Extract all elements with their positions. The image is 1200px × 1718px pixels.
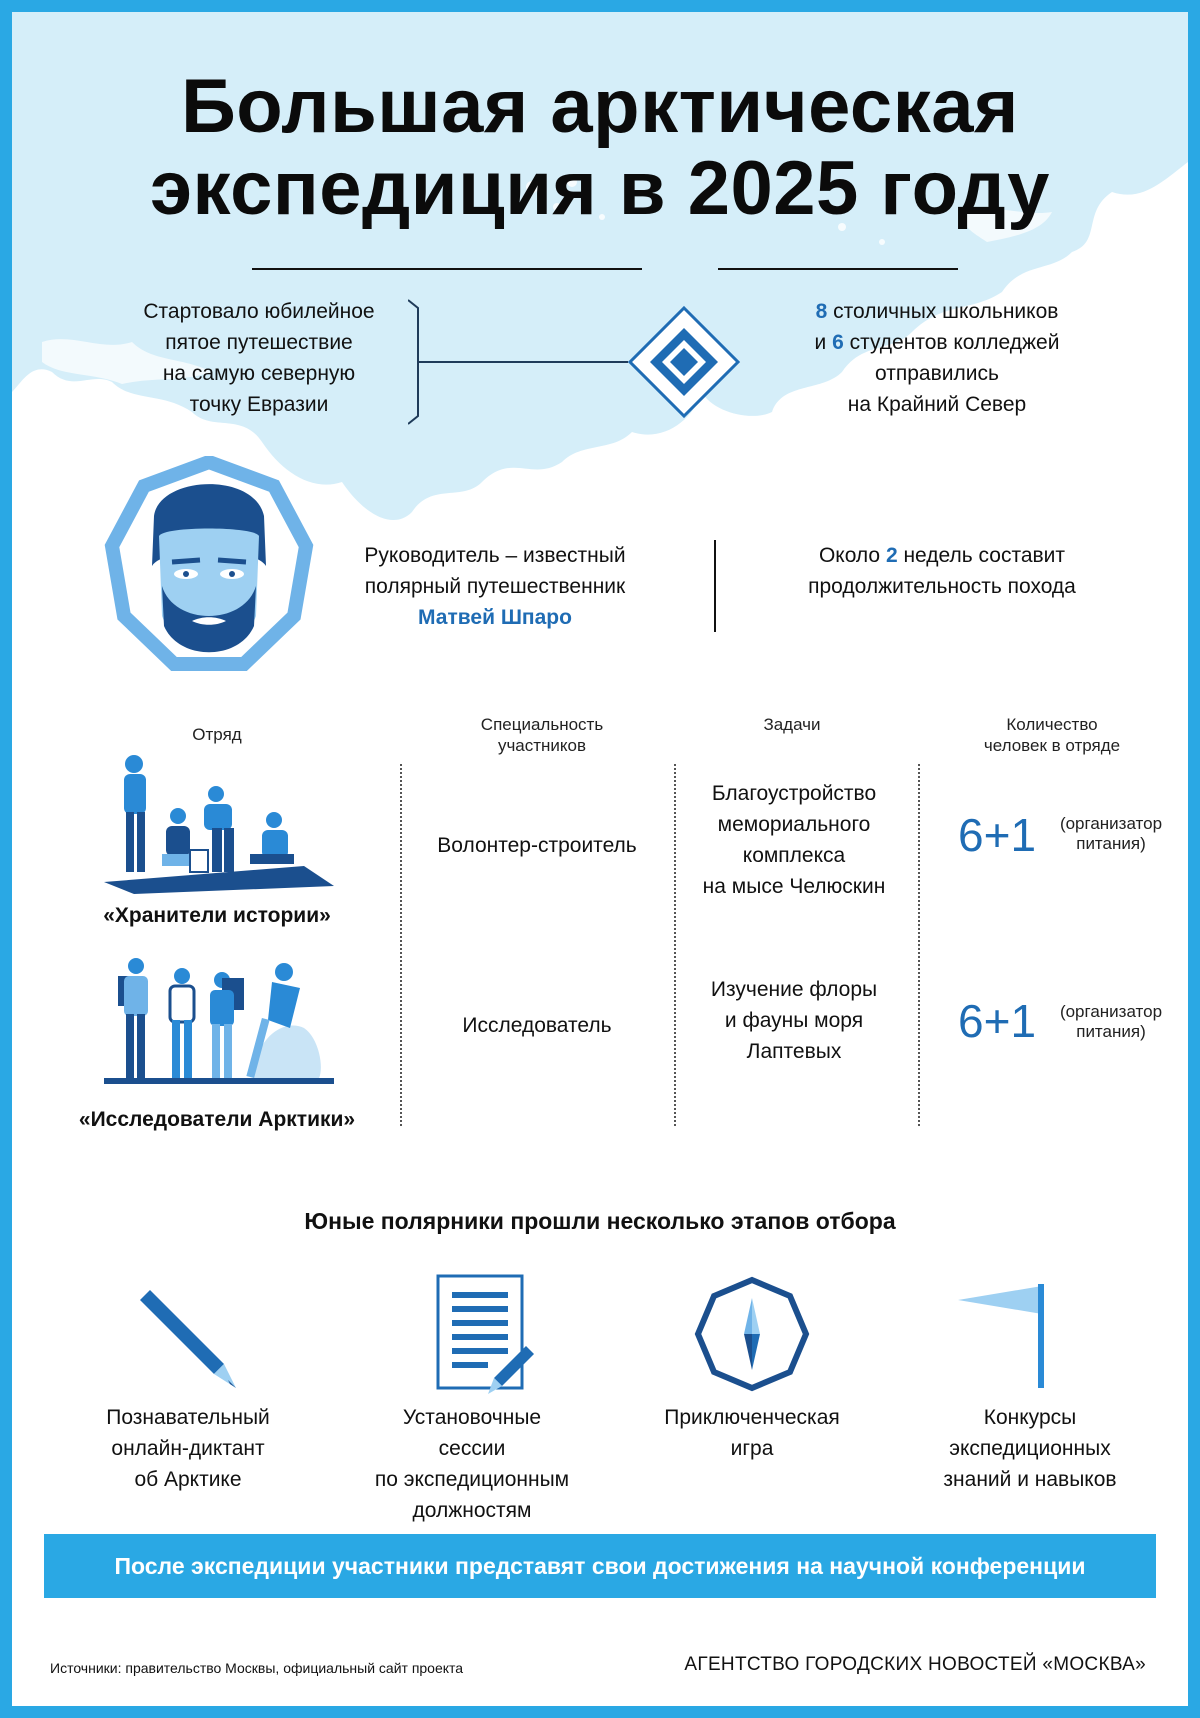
count-note-line: питания) — [1076, 1022, 1146, 1041]
title-line-1: Большая арктическая — [181, 64, 1019, 149]
specialty-volunteer-builder: Волонтер-строитель — [437, 834, 637, 857]
count-note-line: (организатор — [1059, 1002, 1163, 1021]
stage-line: Конкурсы — [983, 1406, 1077, 1429]
count-arctic-explorers: 6+1 — [958, 995, 1037, 1047]
stage-line: экспедиционных — [949, 1437, 1111, 1460]
task-line: и фауны моря — [724, 1009, 864, 1032]
duration-line-2: продолжительность похода — [808, 575, 1076, 598]
header-count-line: Количество — [1006, 715, 1098, 734]
leader-line-1: Руководитель – известный — [364, 544, 626, 567]
stage-line: сессии — [438, 1437, 506, 1460]
stage-line: должностям — [412, 1499, 532, 1522]
count-note-line: (организатор — [1059, 814, 1163, 833]
header-count — [942, 714, 1162, 756]
intro-right-line-2 — [772, 327, 1102, 358]
leader-name: Матвей Шпаро — [418, 606, 572, 629]
diamond-icon — [626, 304, 742, 420]
header-specialty — [412, 714, 672, 756]
stage-line: игра — [730, 1437, 774, 1460]
stage-line: Приключенческая — [664, 1406, 840, 1429]
specialty-researcher: Исследователь — [462, 1014, 612, 1037]
stage-online-dictation — [68, 1402, 308, 1495]
stage-contests — [900, 1402, 1160, 1495]
stage-line: Установочные — [402, 1406, 542, 1429]
header-squad: Отряд — [192, 725, 242, 744]
divider-left — [252, 268, 642, 270]
stages-title: Юные полярники прошли несколько этапов отбора — [304, 1208, 896, 1234]
squad-name-arctic-explorers: «Исследователи Арктики» — [78, 1108, 356, 1131]
squad-name-history-keepers: «Хранители истории» — [103, 904, 331, 927]
page-title — [12, 66, 1188, 230]
duration-weeks: 2 — [885, 544, 898, 567]
intro-right-text-part: и — [814, 331, 833, 354]
stage-line: по экспедиционным — [374, 1468, 570, 1491]
schoolchildren-count: 8 — [815, 300, 828, 323]
intro-right-text — [772, 296, 1102, 420]
column-divider — [918, 764, 920, 1126]
task-line: комплекса — [742, 844, 846, 867]
stage-line: об Арктике — [134, 1468, 242, 1491]
stage-line: Познавательный — [106, 1406, 270, 1429]
duration-text-part: Около — [818, 544, 886, 567]
stage-line: онлайн-диктант — [111, 1437, 265, 1460]
stage-line: знаний и навыков — [943, 1468, 1117, 1491]
count-note-arctic-explorers — [1048, 1002, 1174, 1042]
column-divider — [400, 764, 402, 1126]
header-tasks: Задачи — [763, 715, 821, 734]
task-line: Изучение флоры — [710, 978, 878, 1001]
stage-adventure-game — [628, 1402, 876, 1464]
stage-sessions — [342, 1402, 602, 1526]
header-count-line: человек в отряде — [983, 736, 1121, 755]
divider-right — [718, 268, 958, 270]
agency-credit: АГЕНТСТВО ГОРОДСКИХ НОВОСТЕЙ «МОСКВА» — [684, 1654, 1146, 1675]
intro-right-line-3: отправились — [875, 362, 999, 385]
arctic-explorers-illustration — [104, 958, 334, 1088]
document-icon — [432, 1274, 542, 1402]
task-line: на мысе Челюскин — [702, 875, 886, 898]
leader-text — [330, 540, 660, 633]
compass-icon — [694, 1276, 810, 1392]
task-line: Лаптевых — [746, 1040, 842, 1063]
intro-right-text-part: студентов колледжей — [843, 331, 1060, 354]
header-specialty-line: участников — [497, 736, 587, 755]
intro-right-line-4: на Крайний Север — [847, 393, 1027, 416]
count-note-line: питания) — [1076, 834, 1146, 853]
pen-icon — [136, 1288, 240, 1392]
intro-left-line: Стартовало юбилейное — [143, 300, 375, 323]
duration-line-1 — [772, 540, 1112, 571]
leader-portrait-icon — [104, 456, 314, 676]
flag-icon — [958, 1282, 1048, 1392]
leader-line-2: полярный путешественник — [364, 575, 626, 598]
intro-left-text — [114, 296, 404, 420]
history-keepers-illustration — [104, 754, 334, 894]
intro-left-line: пятое путешествие — [165, 331, 353, 354]
count-note-history-keepers — [1048, 814, 1174, 854]
tasks-arctic-explorers — [682, 974, 906, 1067]
intro-right-text-part: столичных школьников — [827, 300, 1059, 323]
count-history-keepers: 6+1 — [958, 809, 1037, 861]
title-line-2: экспедиция в 2025 году — [150, 146, 1050, 231]
intro-right-line-1 — [772, 296, 1102, 327]
conference-banner: После экспедиции участники представят свои достижения на научной конференции — [44, 1534, 1156, 1598]
intro-left-line: точку Евразии — [189, 393, 329, 416]
duration-text — [772, 540, 1112, 602]
header-specialty-line: Специальность — [480, 715, 604, 734]
sources-text: Источники: правительство Москвы, официальный сайт проекта — [50, 1660, 464, 1676]
intro-left-line: на самую северную — [162, 362, 356, 385]
column-divider — [674, 764, 676, 1126]
vertical-divider — [714, 540, 716, 632]
students-count: 6 — [832, 331, 844, 354]
duration-text-part: недель составит — [897, 544, 1066, 567]
task-line: Благоустройство — [711, 782, 877, 805]
tasks-history-keepers — [682, 778, 906, 902]
task-line: мемориального — [717, 813, 871, 836]
